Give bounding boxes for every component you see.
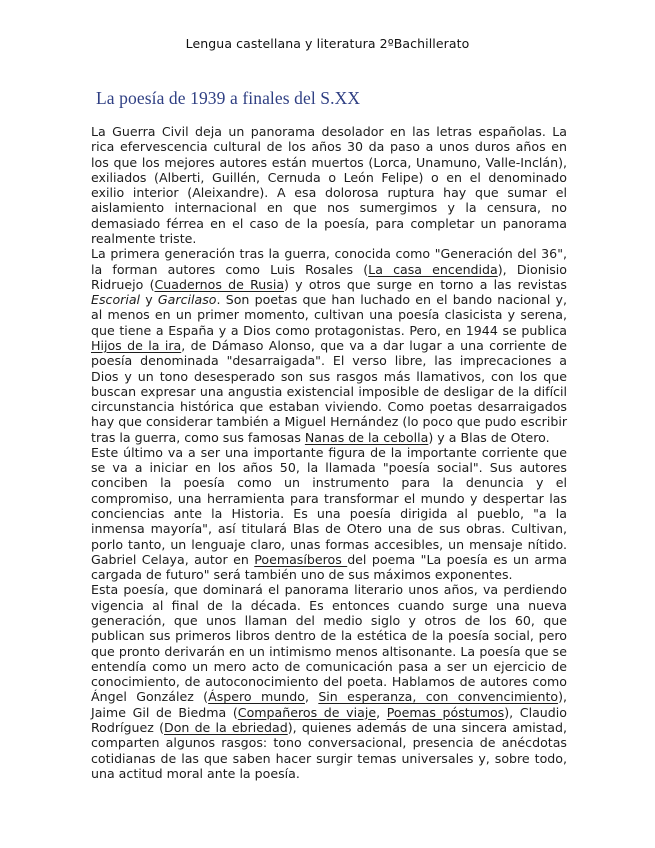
work-title-cuadernos-de-rusia: Cuadernos de Rusia [154, 276, 285, 292]
magazine-garcilaso: Garcilaso [157, 292, 217, 308]
paragraph-generacion-50 [91, 582, 567, 781]
work-title-poemasiberos: Poemasíberos [254, 551, 348, 567]
magazine-escorial: Escorial [91, 292, 141, 308]
text-run: La primera generación tras la guerra, conocida como "Generación del 36", la forman autores como Luis Rosales ( [91, 246, 567, 277]
work-title-don-de-la-ebriedad: Don de la ebriedad [164, 719, 288, 735]
section-title: La poesía de 1939 a finales del S.XX [96, 88, 361, 108]
work-title-la-casa-encendida: La casa encendida [368, 261, 498, 277]
body-text [91, 124, 567, 781]
text-run: ) y otros que surge en torno a las revistas [284, 276, 567, 292]
text-run: ) y a Blas de Otero. [428, 429, 550, 445]
text-run: y [140, 292, 158, 308]
work-title-sin-esperanza: Sin esperanza, con convencimiento [318, 689, 559, 705]
page-header: Lengua castellana y literatura 2ºBachillerato [185, 36, 470, 51]
paragraph-poesia-social [91, 445, 567, 583]
text-run: ), Claudio Rodríguez ( [91, 704, 567, 735]
work-title-hijos-de-la-ira: Hijos de la ira [91, 337, 182, 353]
text-run: . Son poetas que han luchado en el bando nacional y, al menos en un primer momento, cultivan una poesía clasicista y serena, que tiene a España y a Dios como protagonistas. Pero, en 1944 se publica [91, 292, 567, 338]
text-run: del poema "La poesía es un arma cargada de futuro" será también uno de sus máximos exponentes. [91, 551, 567, 583]
paragraph-generacion-36 [91, 246, 567, 445]
work-title-aspero-mundo: Áspero mundo [208, 689, 305, 705]
text-run: , [304, 689, 319, 705]
text-run: ), Jaime Gil de Biedma ( [91, 689, 568, 720]
work-title-nanas-de-la-cebolla: Nanas de la cebolla [304, 429, 429, 445]
work-title-poemas-postumos: Poemas póstumos [386, 704, 505, 720]
text-run: Este último va a ser una importante figura de la importante corriente que se va a iniciar en los años 50, la llamada "poesía social". Sus autores conciben la poesía como un instrumento para la denuncia y el compromiso, una herramienta para transformar el mundo y despertar las conciencias ante la Historia. Es una poesía dirigida al pueblo, "a la inmensa mayoría", así titulará Blas de Otero una de sus obras. Cultivan, porlo tanto, un lenguaje claro, unas formas accesibles, un mensaje nítido. Gabriel Celaya, autor en [91, 444, 567, 567]
text-run: ), quienes además de una sincera amistad, comparten algunos rasgos: tono conversacional, presencia de anécdotas cotidianas de las que saben hacer surgir temas universales y, sobre todo, una actitud moral ante la poesía. [91, 719, 568, 781]
paragraph-civil-war: La Guerra Civil deja un panorama desolador en las letras españolas. La rica efervescencia cultural de los años 30 da paso a unos duros años en los que los mejores autores están muertos (Lorca, Unamuno, Valle-Inclán), exiliados (Alberti, Guillén, Cernuda o León Felipe) o en el denominado exilio interior (Aleixandre). A esa dolorosa ruptura hay que sumar el aislamiento internacional en que nos sumergimos y la censura, no demasiado férrea en el caso de la poesía, para completar un panorama realmente triste. [91, 124, 567, 246]
text-run: , de Dámaso Alonso, que va a dar lugar a una corriente de poesía denominada "desarraigada". El verso libre, las imprecaciones a Dios y un tono desesperado son sus rasgos más llamativos, con los que buscan expresar una angustia existencial imposible de desligar de la difícil circunstancia histórica que estaban viviendo. Como poetas desarraigados hay que considerar también a Miguel Hernández (lo poco que pudo escribir tras la guerra, como sus famosas [91, 337, 567, 445]
text-run: , [376, 704, 387, 720]
text-run: Esta poesía, que dominará el panorama literario unos años, va perdiendo vigencia al final de la década. Es entonces cuando surge una nueva generación, que unos llaman del medio siglo y otros de los 60, que publican sus primeros libros dentro de la estética de la poesía social, pero que pronto derivarán en un intimismo menos altisonante. La poesía que se entendía como un mero acto de comunicación pasa a ser un ejercicio de conocimiento, de autoconocimiento del poeta. Hablamos de autores como Ángel González ( [91, 582, 567, 705]
work-title-companeros-de-viaje: Compañeros de viaje [237, 704, 377, 720]
text-run: ), Dionisio Ridruejo ( [91, 261, 567, 292]
